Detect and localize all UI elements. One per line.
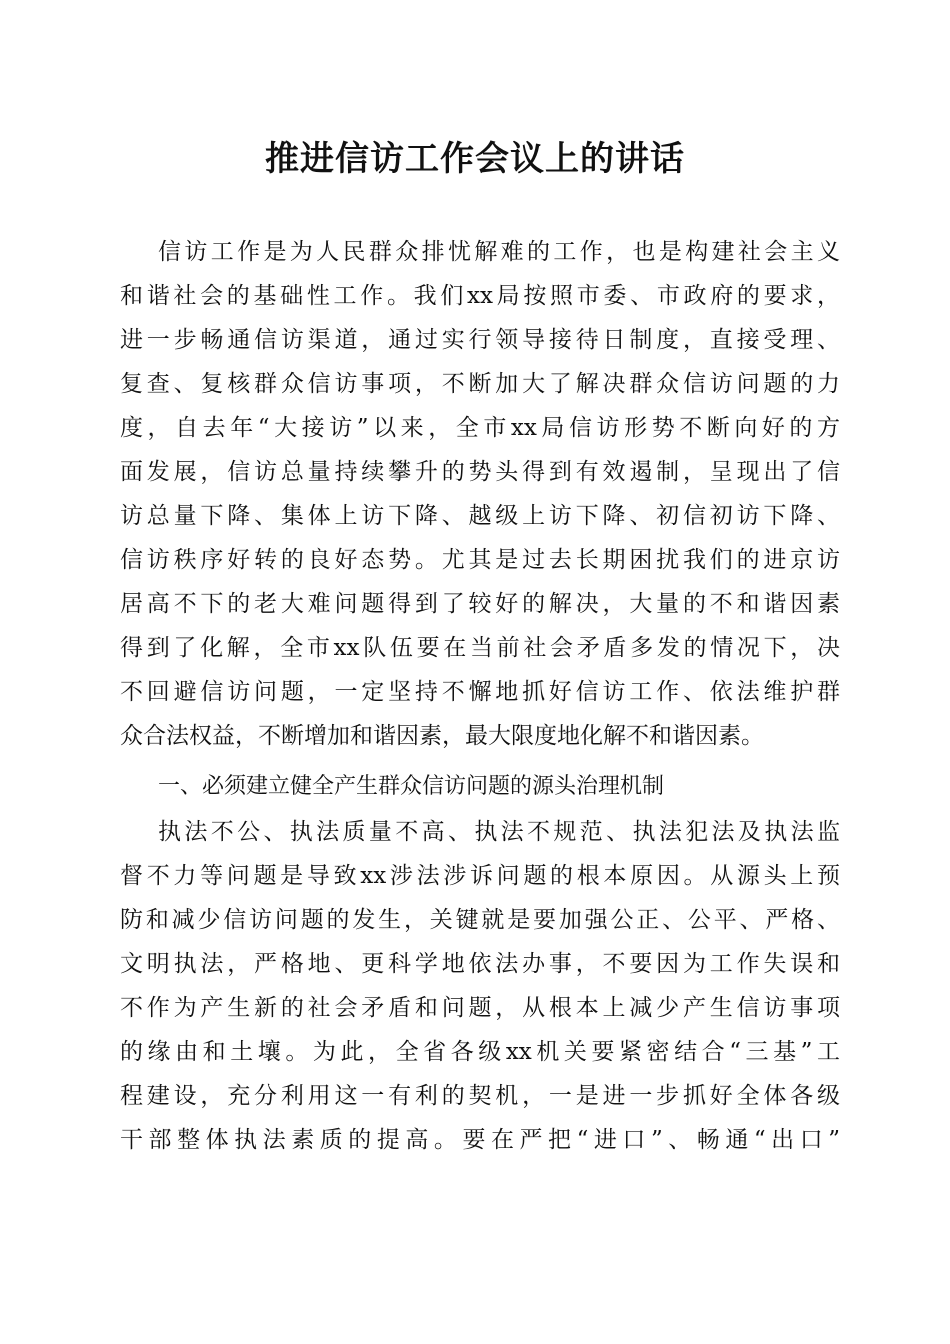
- paragraph-line: 执法不公、执法质量不高、执法不规范、执法犯法及执法监: [158, 819, 840, 845]
- paragraph-line: 不作为产生新的社会矛盾和问题，从根本上减少产生信访事项: [120, 995, 840, 1021]
- paragraph-line: 面发展，信访总量持续攀升的势头得到有效遏制，呈现出了信: [120, 459, 840, 485]
- paragraph-line: 得到了化解，全市xx队伍要在当前社会矛盾多发的情况下，决: [120, 635, 840, 661]
- paragraph-line: 众合法权益，不断增加和谐因素，最大限度地化解不和谐因素。: [120, 723, 764, 749]
- paragraph-line: 防和减少信访问题的发生，关键就是要加强公正、公平、严格、: [120, 907, 840, 933]
- paragraph-line: 和谐社会的基础性工作。我们xx局按照市委、市政府的要求，: [120, 283, 840, 309]
- paragraph-line: 干部整体执法素质的提高。要在严把“进口”、畅通“出口”: [120, 1127, 840, 1153]
- paragraph-line: 复查、复核群众信访事项，不断加大了解决群众信访问题的力: [120, 371, 840, 397]
- paragraph-line: 度，自去年“大接访”以来，全市xx局信访形势不断向好的方: [120, 415, 840, 441]
- paragraph-line: 程建设，充分利用这一有利的契机，一是进一步抓好全体各级: [120, 1083, 840, 1109]
- paragraph-line: 居高不下的老大难问题得到了较好的解决，大量的不和谐因素: [120, 591, 840, 617]
- document-title: 推进信访工作会议上的讲话: [265, 139, 685, 179]
- paragraph-line: 的缘由和土壤。为此，全省各级xx机关要紧密结合“三基”工: [120, 1039, 840, 1065]
- paragraph-line: 信访秩序好转的良好态势。尤其是过去长期困扰我们的进京访: [120, 547, 840, 573]
- paragraph-line: 访总量下降、集体上访下降、越级上访下降、初信初访下降、: [120, 503, 840, 529]
- paragraph-line: 督不力等问题是导致xx涉法涉诉问题的根本原因。从源头上预: [120, 863, 840, 889]
- paragraph-line: 进一步畅通信访渠道，通过实行领导接待日制度，直接受理、: [120, 327, 840, 353]
- paragraph-line: 文明执法，严格地、更科学地依法办事，不要因为工作失误和: [120, 951, 840, 977]
- paragraph-line: 信访工作是为人民群众排忧解难的工作，也是构建社会主义: [158, 239, 840, 265]
- paragraph-line: 不回避信访问题，一定坚持不懈地抓好信访工作、依法维护群: [120, 679, 840, 705]
- section-heading: 一、必须建立健全产生群众信访问题的源头治理机制: [158, 774, 665, 799]
